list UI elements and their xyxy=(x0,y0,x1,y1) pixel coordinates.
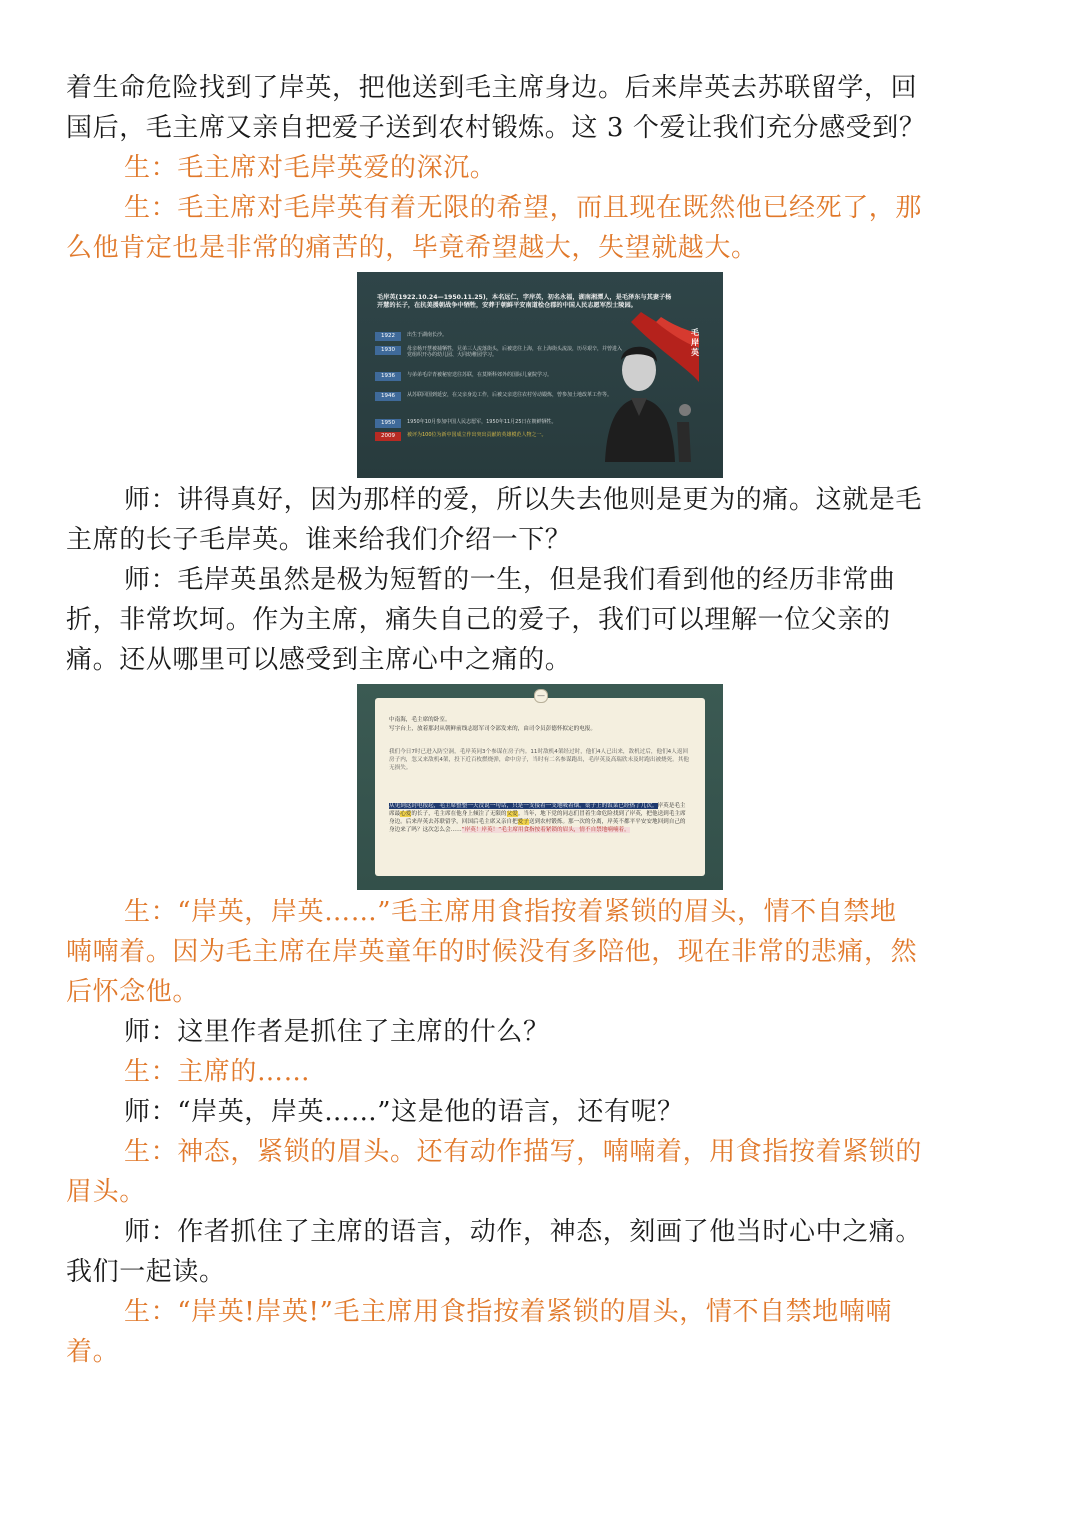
highlight-yellow: 父爱 xyxy=(506,811,518,817)
student-line: 着。 xyxy=(66,1337,120,1367)
student-line: 眉头。 xyxy=(66,1177,146,1207)
student-line: 生：毛主席对毛岸英有着无限的希望，而且现在既然他已经死了，那 xyxy=(124,193,923,223)
timeline-row xyxy=(375,419,615,431)
highlighted-paragraph xyxy=(389,802,691,834)
paper-panel xyxy=(375,698,705,876)
excerpt-span: 的长子，毛主席在他身上倾注了无限的 xyxy=(411,811,507,817)
timeline-row xyxy=(375,372,615,384)
student-line: 生：主席的…… xyxy=(124,1057,311,1087)
text-line: 主席的长子毛岸英。谁来给我们介绍一下？ xyxy=(66,525,572,555)
timeline-year: 1930 xyxy=(375,346,401,355)
mao-anying-bio-slide xyxy=(357,272,723,478)
student-line: 生：神态，紧锁的眉头。还有动作描写，喃喃着，用食指按着紧锁的 xyxy=(124,1137,923,1167)
timeline-row xyxy=(375,332,615,344)
text-line: 痛。还从哪里可以感受到主席心中之痛的。 xyxy=(66,645,572,675)
excerpt-span: 岸英是毛主席最 xyxy=(389,803,686,817)
slide1-heading: 毛岸英(1922.10.24—1950.11.25)，本名远仁，字岸英，初名永福，湖南湘潭人，是毛泽东与其妻子杨开慧的长子，在抗美援朝战争中牺牲，安葬于朝鲜平安南道桧仓郡的中国人民志愿军烈士陵园。 xyxy=(377,294,672,309)
highlight-quote: “岸英！岸英！”毛主席用食指按着紧锁的眉头，情不自禁地喃喃着。 xyxy=(461,827,630,833)
teacher-line: 师：“岸英，岸英……”这是他的语言，还有呢？ xyxy=(124,1097,684,1127)
excerpt-span: 送到农村锻炼。那一次的分离，岸英不都平平安安地回到自己的身边来了吗？这次怎么会…… xyxy=(389,819,686,833)
text-excerpt-slide xyxy=(357,684,723,890)
excerpt-span: 。当年，地下党的同志们冒着生命危险找到了岸英，把他送到毛主席身边。后来岸英去苏联留学，回国后毛主席又亲自把 xyxy=(389,811,686,825)
student-line: 生：毛主席对毛岸英爱的深沉。 xyxy=(124,153,497,183)
student-line: 么他肯定也是非常的痛苦的，毕竟希望越大，失望就越大。 xyxy=(66,233,758,263)
timeline-text: 母亲杨开慧被捕牺牲，兄弟三人流落街头，后被送往上海，在上海街头流浪，历尽艰辛，并曾进入党组织开办的幼儿园、大同幼稚园学习。 xyxy=(407,346,623,358)
student-line: 喃喃着。因为毛主席在岸英童年的时候没有多陪他，现在非常的悲痛，然 xyxy=(66,937,918,967)
timeline-text: 1950年10月参加中国人民志愿军，1950年11月25日在朝鲜牺牲。 xyxy=(407,419,557,425)
timeline-text: 从苏联回国到延安，在父亲身边工作，后被父亲送往农村劳动锻炼，曾参加土地改革工作等。 xyxy=(407,392,613,398)
text-line: 国后，毛主席又亲自把爱子送到农村锻炼。这 3 个爱让我们充分感受到？ xyxy=(66,113,926,143)
timeline-year: 1950 xyxy=(375,419,401,428)
timeline-year: 1946 xyxy=(375,392,401,401)
student-line: 后怀念他。 xyxy=(66,977,200,1007)
highlight-yellow: 心爱 xyxy=(400,811,412,817)
student-line: 生：“岸英!岸英!”毛主席用食指按着紧锁的眉头，情不自禁地喃喃 xyxy=(124,1297,893,1327)
text-line: 折，非常坎坷。作为主席，痛失自己的爱子，我们可以理解一位父亲的 xyxy=(66,605,891,635)
timeline-year: 1922 xyxy=(375,332,401,341)
timeline-year: 1936 xyxy=(375,372,401,381)
highlight-dark: 从见到这封电报起，毛主席整整一天没说一句话，只是一支接着一支地吸着烟。桌子上的饭菜已经热了几次。 xyxy=(389,803,658,809)
excerpt-paragraph: 中南海，毛主席的卧室。 xyxy=(389,717,451,723)
timeline-text: 被评为100位为新中国成立作出突出贡献的英雄模范人物之一。 xyxy=(407,432,547,438)
student-line: 生：“岸英，岸英……”毛主席用食指按着紧锁的眉头，情不自禁地 xyxy=(124,897,897,927)
highlight-yellow: 爱子 xyxy=(517,819,529,825)
timeline-row xyxy=(375,432,615,444)
excerpt-paragraph: 我们今日7时已进入防空洞，毛岸英同3个参谋在房子内。11时敌机4架经过时，他们4人已出来，敌机过后，他们4人返回房子内，忽又来敌机4架，投下近百枚燃烧弹，命中房子，当时有二名参谋跑出，毛岸英及高瑞欣未及时跑出被烧死。其他无损失。 xyxy=(389,749,690,771)
teacher-line: 师：作者抓住了主席的语言，动作，神态，刻画了他当时心中之痛。 xyxy=(124,1217,923,1247)
timeline-text: 与弟弟毛岸青被秘密送往苏联，在莫斯科郊外的国际儿童院学习。 xyxy=(407,372,553,378)
teacher-line: 师：讲得真好，因为那样的爱，所以失去他则是更为的痛。这就是毛 xyxy=(124,485,923,515)
text-line: 着生命危险找到了岸英，把他送到毛主席身边。后来岸英去苏联留学，回 xyxy=(66,73,918,103)
timeline-row xyxy=(375,392,615,404)
text-line: 我们一起读。 xyxy=(66,1257,226,1287)
timeline-text: 出生于湖南长沙。 xyxy=(407,332,448,338)
slide1-vertical-title: 毛岸英 xyxy=(691,328,699,357)
timeline-row xyxy=(375,346,623,358)
teacher-line: 师：毛岸英虽然是极为短暂的一生，但是我们看到他的经历非常曲 xyxy=(124,565,896,595)
excerpt-paragraph: 写字台上，放着那封从朝鲜前线志愿军司令部发来的，由司令员彭德怀拟定的电报。 xyxy=(389,726,596,732)
teacher-line: 师：这里作者是抓住了主席的什么？ xyxy=(124,1017,550,1047)
slide-tab-mark: — xyxy=(534,689,548,703)
portrait-image xyxy=(601,312,699,462)
timeline-year: 2009 xyxy=(375,432,401,441)
